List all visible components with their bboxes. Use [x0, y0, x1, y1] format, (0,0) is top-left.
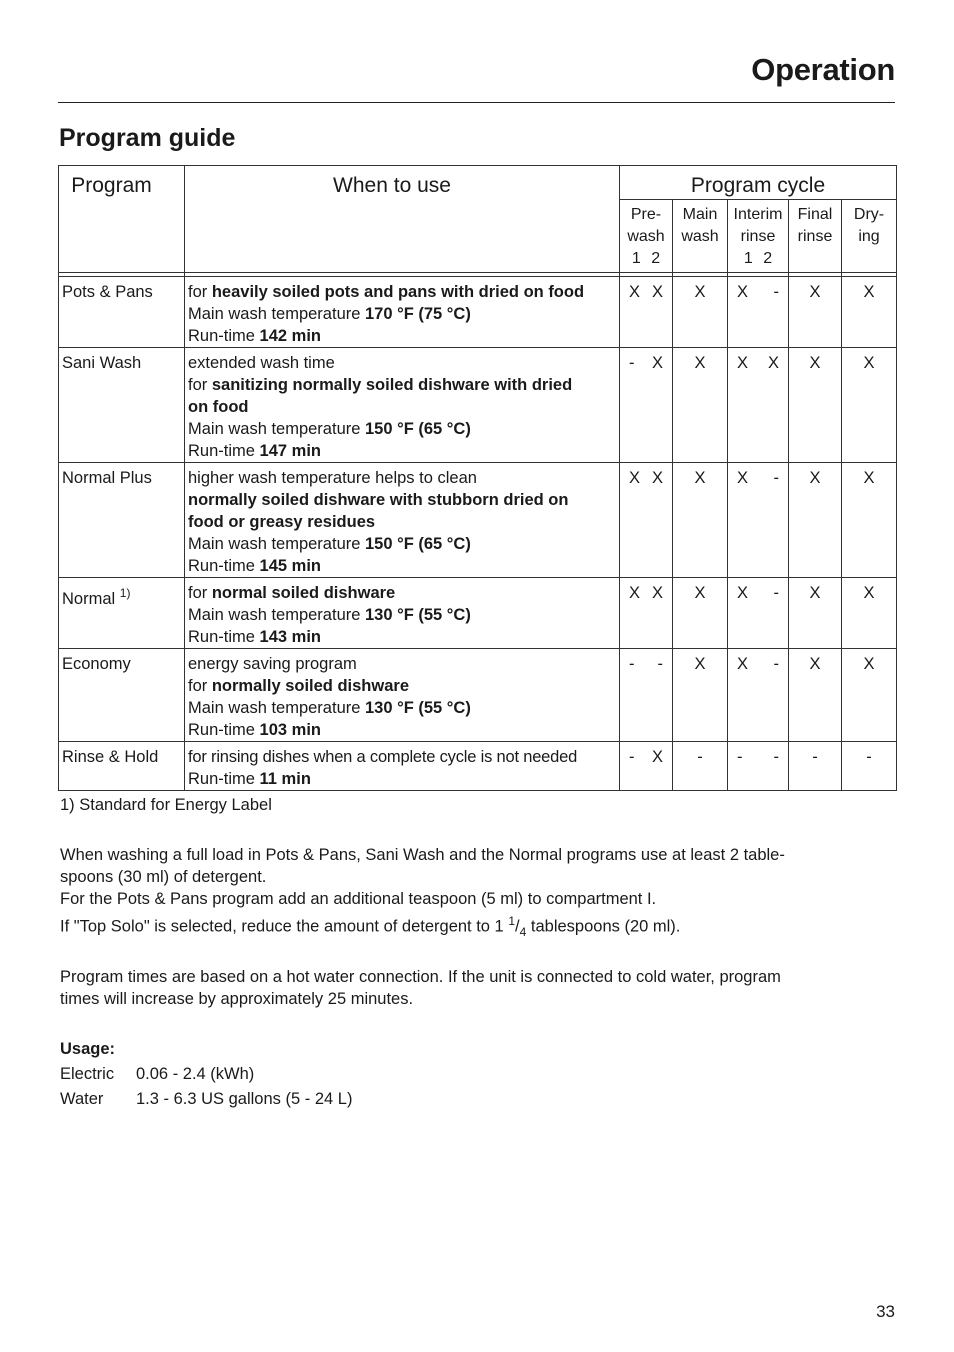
usage-intro: for rinsing dishes when a complete cycle is not needed [188, 748, 578, 766]
drying-cell: X [842, 277, 897, 348]
usage-water-label: Water [60, 1090, 104, 1108]
table-row [59, 463, 897, 578]
main-wash-cell: X [673, 348, 728, 463]
prewash-cell [620, 578, 673, 649]
usage-text-bold: normal soiled dishware [211, 584, 396, 602]
header-prewash-steps: 1 2 [631, 250, 661, 267]
runtime-label: Run-time [188, 327, 260, 345]
runtime-label: Run-time [188, 770, 260, 788]
runtime-label: Run-time [188, 628, 260, 646]
usage-intro: energy saving program [188, 655, 357, 673]
header-drying [842, 200, 897, 273]
prewash-2: X [651, 748, 663, 766]
program-times-line: Program times are based on a hot water connection. If the unit is connected to cold water, program [60, 968, 781, 986]
usage-line [188, 281, 619, 303]
usage-line [188, 489, 619, 511]
prewash-1: - [629, 354, 635, 372]
main-wash-cell: X [673, 649, 728, 742]
page-header [58, 50, 895, 103]
interim-2: - [773, 469, 779, 487]
prewash-cell [620, 348, 673, 463]
temperature-line [188, 533, 619, 555]
usage-electric [60, 1063, 254, 1085]
table-row [59, 348, 897, 463]
runtime-value: 147 min [259, 442, 321, 460]
usage-text: for [188, 584, 212, 602]
temperature-label: Main wash temperature [188, 420, 365, 438]
interim-2: - [773, 283, 779, 301]
runtime-line [188, 626, 619, 648]
runtime-line [188, 325, 619, 347]
usage-text: for [188, 376, 212, 394]
prewash-1: X [629, 584, 641, 602]
interim-rinse-cell [728, 277, 789, 348]
page-number: 33 [876, 1302, 895, 1321]
prewash-2: X [651, 354, 663, 372]
program-name: Economy [59, 649, 185, 742]
program-name: Pots & Pans [59, 277, 185, 348]
header-main-wash [673, 200, 728, 273]
when-to-use [185, 649, 620, 742]
interim-1: X [737, 655, 749, 673]
header-prewash [620, 200, 673, 273]
usage-electric-value: 0.06 - 2.4 (kWh) [136, 1065, 255, 1083]
program-name [59, 578, 185, 649]
final-rinse-cell: X [789, 578, 842, 649]
temperature-line [188, 303, 619, 325]
final-rinse-cell: X [789, 463, 842, 578]
when-to-use [185, 348, 620, 463]
temperature-value: 130 °F (55 °C) [365, 699, 471, 717]
usage-text-bold: on food [188, 398, 249, 416]
interim-1: X [737, 469, 749, 487]
runtime-value: 11 min [259, 770, 311, 788]
usage-line [188, 675, 619, 697]
usage-intro: extended wash time [188, 354, 335, 372]
program-guide-table [58, 165, 897, 791]
usage-text-bold: normally soiled dishware with stubborn dried on [188, 491, 569, 509]
usage-text-bold: sanitizing normally soiled dishware with dried [211, 376, 573, 394]
usage-label: Usage: [60, 1040, 116, 1058]
header-program-cycle: Program cycle [620, 166, 897, 200]
temperature-value: 130 °F (55 °C) [365, 606, 471, 624]
table-row [59, 277, 897, 348]
table-row [59, 649, 897, 742]
usage-electric-label: Electric [60, 1065, 115, 1083]
interim-rinse-cell [728, 649, 789, 742]
header-main-line: wash [681, 228, 719, 245]
prewash-cell [620, 649, 673, 742]
program-name: Rinse & Hold [59, 742, 185, 791]
header-interim-line: Interim [733, 206, 783, 223]
header-drying-line: Dry- [853, 206, 885, 223]
drying-cell: X [842, 649, 897, 742]
drying-cell: X [842, 463, 897, 578]
final-rinse-cell: X [789, 277, 842, 348]
detergent-note-line: For the Pots & Pans program add an additional teaspoon (5 ml) to compartment I. [60, 890, 657, 908]
runtime-line [188, 555, 619, 577]
program-name: Normal Plus [59, 463, 185, 578]
header-prewash-line: Pre- [630, 206, 662, 223]
usage-water-value: 1.3 - 6.3 US gallons (5 - 24 L) [136, 1090, 353, 1108]
main-wash-cell: X [673, 578, 728, 649]
main-wash-cell: - [673, 742, 728, 791]
header-final-line: rinse [797, 228, 833, 245]
final-rinse-cell: - [789, 742, 842, 791]
drying-cell: X [842, 578, 897, 649]
runtime-line [188, 719, 619, 741]
interim-rinse-cell [728, 742, 789, 791]
runtime-label: Run-time [188, 442, 260, 460]
usage-line [188, 374, 619, 396]
when-to-use [185, 742, 620, 791]
usage-line [188, 511, 619, 533]
prewash-1: X [629, 283, 641, 301]
temperature-label: Main wash temperature [188, 606, 365, 624]
usage-text-bold: heavily soiled pots and pans with dried on food [211, 283, 585, 301]
interim-2: - [773, 655, 779, 673]
interim-1: X [737, 584, 749, 602]
interim-2: X [767, 354, 779, 372]
detergent-note-line: tablespoons (20 ml). [526, 917, 681, 936]
temperature-value: 150 °F (65 °C) [365, 420, 471, 438]
runtime-line [188, 440, 619, 462]
runtime-line [188, 768, 619, 790]
table-row [59, 742, 897, 791]
runtime-label: Run-time [188, 721, 260, 739]
header-interim-line: rinse [740, 228, 776, 245]
usage-intro: higher wash temperature helps to clean [188, 469, 477, 487]
prewash-2: - [657, 655, 663, 673]
header-interim-rinse [728, 200, 789, 273]
main-wash-cell: X [673, 463, 728, 578]
header-interim-steps: 1 2 [743, 250, 773, 267]
usage-text: for [188, 283, 212, 301]
usage-text: for [188, 677, 212, 695]
prewash-cell [620, 463, 673, 578]
runtime-label: Run-time [188, 557, 260, 575]
prewash-2: X [651, 469, 663, 487]
section-heading: Operation [751, 52, 895, 87]
prewash-1: X [629, 469, 641, 487]
detergent-note-line: spoons (30 ml) of detergent. [60, 868, 267, 886]
interim-1: - [737, 748, 743, 766]
detergent-note-line: When washing a full load in Pots & Pans, Sani Wash and the Normal programs use at least 2 table- [60, 846, 785, 864]
table-row [59, 578, 897, 649]
interim-2: - [773, 584, 779, 602]
prewash-1: - [629, 748, 635, 766]
runtime-value: 142 min [259, 327, 321, 345]
detergent-note-line: If "Top Solo" is selected, reduce the amount of detergent to 1 [60, 917, 509, 936]
fraction-denominator: 4 [519, 924, 527, 939]
when-to-use [185, 277, 620, 348]
interim-2: - [773, 748, 779, 766]
program-label: Normal [62, 590, 116, 608]
temperature-line [188, 418, 619, 440]
header-when-to-use: When to use [185, 166, 620, 273]
temperature-value: 170 °F (75 °C) [365, 305, 471, 323]
prewash-1: - [629, 655, 635, 673]
usage-line [188, 582, 619, 604]
temperature-line [188, 697, 619, 719]
table-header-row [59, 166, 897, 200]
drying-cell: X [842, 348, 897, 463]
footnote-marker: 1) [119, 586, 131, 600]
temperature-label: Main wash temperature [188, 699, 365, 717]
temperature-label: Main wash temperature [188, 305, 365, 323]
program-name: Sani Wash [59, 348, 185, 463]
usage-text-bold: normally soiled dishware [211, 677, 409, 695]
header-program: Program [59, 166, 185, 273]
header-final-line: Final [797, 206, 833, 223]
main-wash-cell: X [673, 277, 728, 348]
prewash-cell [620, 742, 673, 791]
temperature-line [188, 604, 619, 626]
header-prewash-line: wash [627, 228, 665, 245]
header-final-rinse [789, 200, 842, 273]
detergent-note: When washing a full load in Pots & Pans, Sani Wash and the Normal programs use at least 2 table- spoons (30 ml) of detergent. For the Pots & Pans program add an additional teaspoon (5 ml) to compartment I. If "Top Solo" is selected, reduce the amount of detergent to 1 $^1/_4$ tablespoons (20 ml). [60, 846, 785, 939]
interim-1: X [737, 354, 749, 372]
runtime-value: 145 min [259, 557, 321, 575]
fraction-numerator: 1 [508, 914, 516, 928]
interim-rinse-cell [728, 578, 789, 649]
prewash-2: X [651, 283, 663, 301]
final-rinse-cell: X [789, 649, 842, 742]
temperature-value: 150 °F (65 °C) [365, 535, 471, 553]
usage-text-bold: food or greasy residues [188, 513, 376, 531]
interim-1: X [737, 283, 749, 301]
runtime-value: 143 min [259, 628, 321, 646]
prewash-cell [620, 277, 673, 348]
final-rinse-cell: X [789, 348, 842, 463]
page-title: Program guide [59, 124, 236, 152]
when-to-use [185, 578, 620, 649]
temperature-label: Main wash temperature [188, 535, 365, 553]
usage-water [60, 1088, 352, 1110]
drying-cell: - [842, 742, 897, 791]
usage-line [188, 396, 619, 418]
when-to-use [185, 463, 620, 578]
program-times-line: times will increase by approximately 25 minutes. [60, 990, 414, 1008]
runtime-value: 103 min [259, 721, 321, 739]
interim-rinse-cell [728, 348, 789, 463]
interim-rinse-cell [728, 463, 789, 578]
program-times-note [60, 966, 781, 1010]
prewash-2: X [651, 584, 663, 602]
header-drying-line: ing [858, 228, 880, 245]
header-main-line: Main [682, 206, 718, 223]
footnote: 1) Standard for Energy Label [60, 796, 272, 814]
